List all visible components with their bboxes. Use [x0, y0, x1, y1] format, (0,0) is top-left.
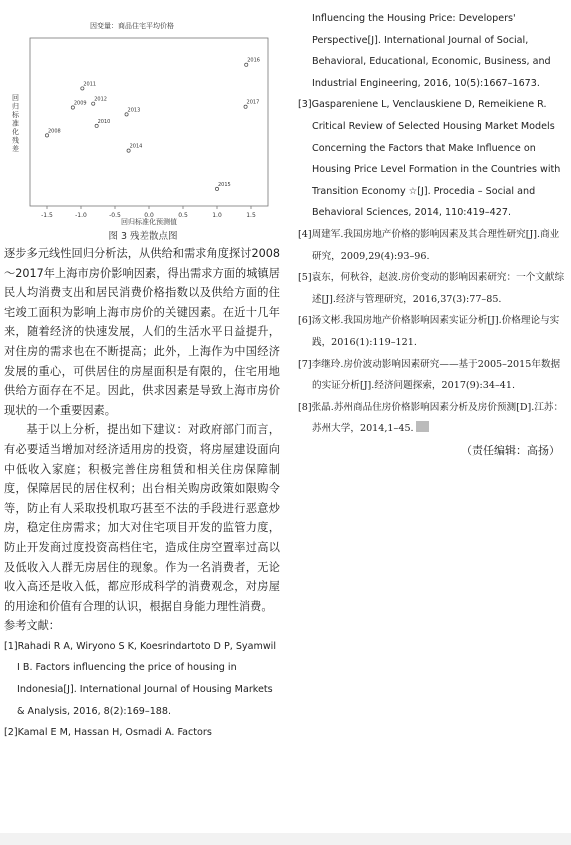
reference-2-continuation: Influencing the Housing Price: Developers' Perspective[J]. International Journal of Social, Behavioral, Educational, Economic, Business, and Industrial Engineering, 2016, 10(5):1667–1673. — [312, 13, 551, 89]
x-tick-label: -0.5 — [109, 212, 121, 219]
data-point-label: 2013 — [127, 107, 141, 114]
reference-1: [1]Rahadi R A, Wiryono S K, Koesrindartoto D P, Syamwil I B. Factors influencing the price of housing in Indonesia[J]. International Journal of Housing Markets & Analysis, 2016, 8(2):169–188. — [4, 640, 277, 717]
x-tick-label: 0.0 — [144, 212, 154, 219]
y-axis-label: 回归标准化残差 — [12, 94, 19, 153]
data-point-label: 2011 — [83, 81, 97, 88]
chart-title: 因变量：商品住宅平均价格 — [90, 22, 174, 30]
reference-5: [5]袁东，何秋谷，赵波.房价变动的影响因素研究：一个文献综述[J].经济与管理研究，2016,37(3):77–85. — [298, 272, 565, 305]
paragraph-1: 逐步多元线性回归分析法，从供给和需求角度探讨2008～2017年上海市房价影响因素，得出需求方面的城镇居民人均消费支出和居民消费价格指数以及供给方面的住宅竣工面积为影响上海市房价的关键因素。在近十几年来，随着经济的快速发展，人们的生活水平日益提升，对住房的需求也在不断提高；此外，上海作为中国经济发展的重心，可供居住的房屋面积是有限的，住宅用地供给方面存在不足。因此，供求因素是导致上海市房价现状的一个重要因素。 — [4, 247, 280, 417]
x-tick-label: 1.0 — [212, 212, 222, 219]
article-body — [4, 244, 280, 744]
reference-7: [7]李继玲.房价波动影响因素研究——基于2005–2015年数据的实证分析[J].经济问题探索，2017(9):34–41. — [298, 358, 561, 392]
data-point-label: 2014 — [129, 143, 143, 150]
end-mark-icon — [416, 421, 429, 432]
data-point-label: 2016 — [247, 57, 260, 64]
x-ticks — [41, 206, 256, 219]
plot-area — [30, 38, 268, 206]
reference-8 — [298, 397, 566, 440]
x-axis-label: 回归标准化预测值 — [121, 218, 177, 226]
scatter-chart — [4, 8, 282, 230]
x-tick-label: -1.0 — [75, 212, 87, 219]
data-point-label: 2008 — [48, 128, 61, 135]
reference-4: [4]周建军.我国房地产价格的影响因素及其合理性研究[J].商业研究，2009,29(4):93–96. — [298, 228, 560, 262]
data-point-label: 2017 — [246, 99, 260, 106]
reference-8-text: [8]张晶.苏州商品住房价格影响因素分析及房价预测[D].江苏：苏州大学，2014,1–45. — [298, 401, 564, 435]
x-tick-label: -1.5 — [41, 212, 53, 219]
reference-3: [3]Gaspareniene L, Venclauskiene D, Remeikiene R. Critical Review of Selected Housing Market Models Concerning the Factors that Make Influence on Housing Price Level Formation in the Countries with Transition Economy ☆[J]. Procedia – Social and Behavioral Sciences, 2014, 110:419–427. — [298, 99, 561, 219]
y-axis-label-group — [12, 93, 20, 153]
data-point-label: 2015 — [218, 181, 231, 188]
x-tick-label: 0.5 — [178, 212, 188, 219]
data-point-label: 2010 — [97, 118, 111, 125]
left-column — [4, 8, 282, 240]
bottom-scroll-bar[interactable] — [0, 833, 571, 845]
paragraph-2: 基于以上分析，提出如下建议：对政府部门而言，有必要适当增加对经济适用房的投资，将房屋建设面向中低收入家庭；积极完善住房租赁和相关住房保障制度，保障居民的居住权利；出台相关购房政策如限购令等，防止有人采取投机取巧甚至不法的手段进行恶意炒房，稳定住房需求；加大对住宅项目开发的监管力度，防止开发商过度投资高档住宅，造成住房空置率过高以及低收入人群无房居住的现象。作为一名消费者，无论收入高还是收入低，都应形成科学的消费观念，对房屋的用途和价值有合理的认识，根据自身能力理性消费。 — [4, 423, 280, 613]
data-point-label: 2012 — [94, 96, 107, 103]
reference-6: [6]汤文彬.我国房地产价格影响因素实证分析[J].价格理论与实践，2016(1):119–121. — [298, 315, 560, 348]
reference-2-start: [2]Kamal E M, Hassan H, Osmadi A. Factors — [4, 727, 212, 739]
residual-scatter-figure — [4, 8, 282, 240]
figure-caption: 图 3 残差散点图 — [108, 231, 178, 242]
data-point-label: 2009 — [73, 100, 87, 107]
references-heading: 参考文献： — [4, 619, 60, 633]
x-tick-label: 1.5 — [246, 212, 256, 219]
editor-note: （责任编辑：高扬） — [461, 443, 560, 457]
right-column — [298, 8, 566, 462]
